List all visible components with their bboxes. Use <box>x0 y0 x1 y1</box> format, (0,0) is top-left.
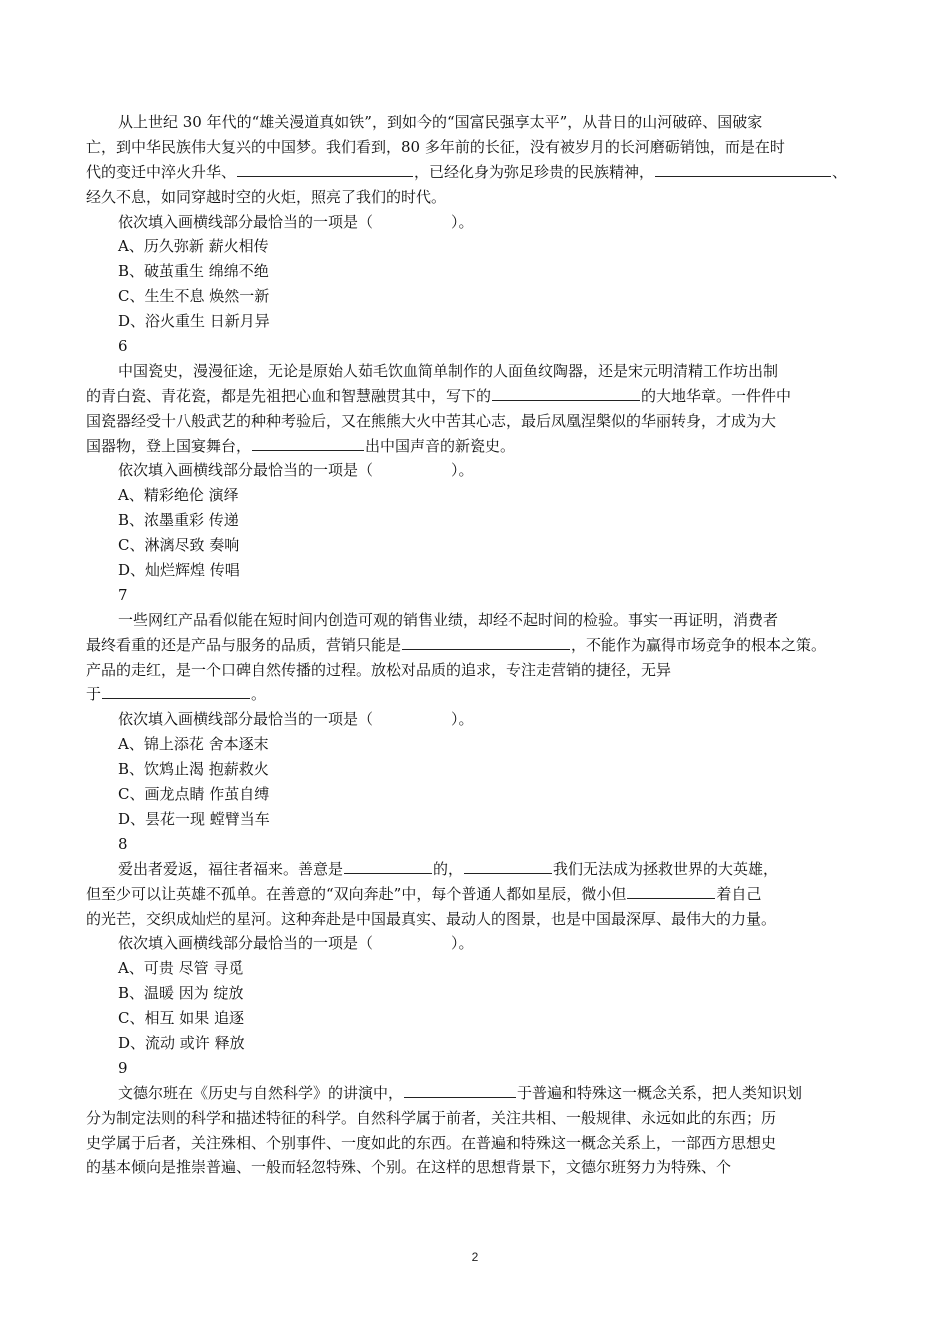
text: 出中国声音的新瓷史。 <box>365 436 516 455</box>
q9-paragraph-line-2: 分为制定法则的科学和描述特征的科学。自然科学属于前者，关注共相、一般规律、永远如此的东西；历 <box>86 1108 777 1127</box>
text: 我们无法成为拯救世界的大英雄， <box>553 859 779 878</box>
text: 爱出者爱返，福往者福来。善意是 <box>118 859 344 878</box>
q8-paragraph-line-2 <box>86 882 866 907</box>
text: 代的变迁中淬火升华、 <box>86 162 237 181</box>
q7-option-b: B、饮鸩止渴 抱薪救火 <box>118 760 269 779</box>
q6-option-a: A、精彩绝伦 演绎 <box>118 486 239 505</box>
prompt-close: ）。 <box>451 710 474 729</box>
q8-prompt <box>86 931 866 956</box>
text: 文德尔班在《历史与自然科学》的讲演中， <box>118 1083 404 1102</box>
text: 的青白瓷、青花瓷，都是先祖把心血和智慧融贯其中，写下的 <box>86 386 492 405</box>
q8-option-d: D、流动 或许 释放 <box>118 1033 245 1052</box>
blank-1 <box>492 384 640 401</box>
text: 于普遍和特殊这一概念关系，把人类知识划 <box>517 1083 803 1102</box>
prompt-close: ）。 <box>451 212 474 231</box>
q8-number: 8 <box>118 834 128 853</box>
blank-2 <box>464 857 552 874</box>
blank-1 <box>237 160 413 177</box>
q6-option-d: D、灿烂辉煌 传唱 <box>118 561 240 580</box>
prompt-close: ）。 <box>451 934 474 953</box>
q9-paragraph-line-1 <box>86 1081 866 1106</box>
q7-prompt <box>86 707 866 732</box>
q7-number: 7 <box>118 585 128 604</box>
q7-paragraph-line-4 <box>86 682 866 707</box>
blank-1 <box>344 857 432 874</box>
q5-paragraph-line-4: 经久不息，如同穿越时空的火炬，照亮了我们的时代。 <box>86 187 447 206</box>
q5-paragraph-line-2: 亡，到中华民族伟大复兴的中国梦。我们看到，80 多年前的长征，没有被岁月的长河磨砺销蚀，而是在时 <box>86 137 785 156</box>
q6-paragraph-line-4 <box>86 434 866 459</box>
blank-3 <box>627 882 715 899</box>
prompt-text: 依次填入画横线部分最恰当的一项是（ <box>118 934 374 953</box>
text: 的大地华章。一件件中 <box>641 386 792 405</box>
q5-option-a: A、历久弥新 薪火相传 <box>118 237 269 256</box>
text: ，不能作为赢得市场竞争的根本之策。 <box>571 635 827 654</box>
text: ，已经化身为弥足珍贵的民族精神， <box>414 162 655 181</box>
prompt-text: 依次填入画横线部分最恰当的一项是（ <box>118 212 374 231</box>
q8-paragraph-line-3: 的光芒，交织成灿烂的星河。这种奔赴是中国最真实、最动人的图景，也是中国最深厚、最伟大的力量。 <box>86 909 777 928</box>
blank-1 <box>402 633 570 650</box>
q6-option-b: B、浓墨重彩 传递 <box>118 511 239 530</box>
text: 但至少可以让英雄不孤单。在善意的“双向奔赴”中，每个普通人都如星辰，微小但 <box>86 884 627 903</box>
q6-number: 6 <box>118 337 128 356</box>
text: 国器物，登上国宴舞台， <box>86 436 252 455</box>
q6-option-c: C、淋漓尽致 奏响 <box>118 536 240 555</box>
q7-paragraph-line-2 <box>86 633 866 658</box>
q7-option-c: C、画龙点睛 作茧自缚 <box>118 785 270 804</box>
q6-paragraph-line-2 <box>86 384 866 409</box>
blank-2 <box>252 434 364 451</box>
q9-number: 9 <box>118 1058 128 1077</box>
text: 、 <box>832 162 848 181</box>
q8-option-b: B、温暖 因为 绽放 <box>118 984 244 1003</box>
q8-option-a: A、可贵 尽管 寻觅 <box>118 959 244 978</box>
text: 于 <box>86 685 102 704</box>
text: 着自己 <box>716 884 762 903</box>
q7-option-d: D、昙花一现 螳臂当车 <box>118 809 270 828</box>
q5-option-b: B、破茧重生 绵绵不绝 <box>118 262 269 281</box>
page-number: 2 <box>471 1250 479 1264</box>
text: 最终看重的还是产品与服务的品质，营销只能是 <box>86 635 402 654</box>
q8-paragraph-line-1 <box>86 857 866 882</box>
q9-paragraph-line-4: 的基本倾向是推崇普遍、一般而轻忽特殊、个别。在这样的思想背景下，文德尔班努力为特殊、个 <box>86 1158 732 1177</box>
page-content <box>86 110 866 1180</box>
q7-paragraph-line-1: 一些网红产品看似能在短时间内创造可观的销售业绩，却经不起时间的检验。事实一再证明，消费者 <box>118 610 779 629</box>
prompt-text: 依次填入画横线部分最恰当的一项是（ <box>118 461 374 480</box>
q6-paragraph-line-1: 中国瓷史，漫漫征途，无论是原始人茹毛饮血简单制作的人面鱼纹陶器，还是宋元明清精工作坊出制 <box>118 361 779 380</box>
text: 的， <box>433 859 464 878</box>
blank-2 <box>102 682 250 699</box>
blank-1 <box>404 1081 516 1098</box>
text: 。 <box>251 685 267 704</box>
q7-option-a: A、锦上添花 舍本逐末 <box>118 735 269 754</box>
q9-paragraph-line-3: 史学属于后者，关注殊相、个别事件、一度如此的东西。在普遍和特殊这一概念关系上，一部西方思想史 <box>86 1133 777 1152</box>
q6-paragraph-line-3: 国瓷器经受十八般武艺的种种考验后，又在熊熊大火中苦其心志，最后凤凰涅槃似的华丽转身，才成为大 <box>86 411 777 430</box>
q5-paragraph-line-3 <box>86 160 866 185</box>
q8-option-c: C、相互 如果 追逐 <box>118 1009 245 1028</box>
prompt-text: 依次填入画横线部分最恰当的一项是（ <box>118 710 374 729</box>
q5-option-c: C、生生不息 焕然一新 <box>118 287 270 306</box>
q5-option-d: D、浴火重生 日新月异 <box>118 312 270 331</box>
blank-2 <box>655 160 831 177</box>
prompt-close: ）。 <box>451 461 474 480</box>
q6-prompt <box>86 458 866 483</box>
q7-paragraph-line-3: 产品的走红，是一个口碑自然传播的过程。放松对品质的追求，专注走营销的捷径，无异 <box>86 660 672 679</box>
q5-paragraph-line-1: 从上世纪 30 年代的“雄关漫道真如铁”，到如今的“国富民强享太平”，从昔日的山河破碎、国破家 <box>118 113 763 131</box>
q5-prompt <box>86 210 866 235</box>
